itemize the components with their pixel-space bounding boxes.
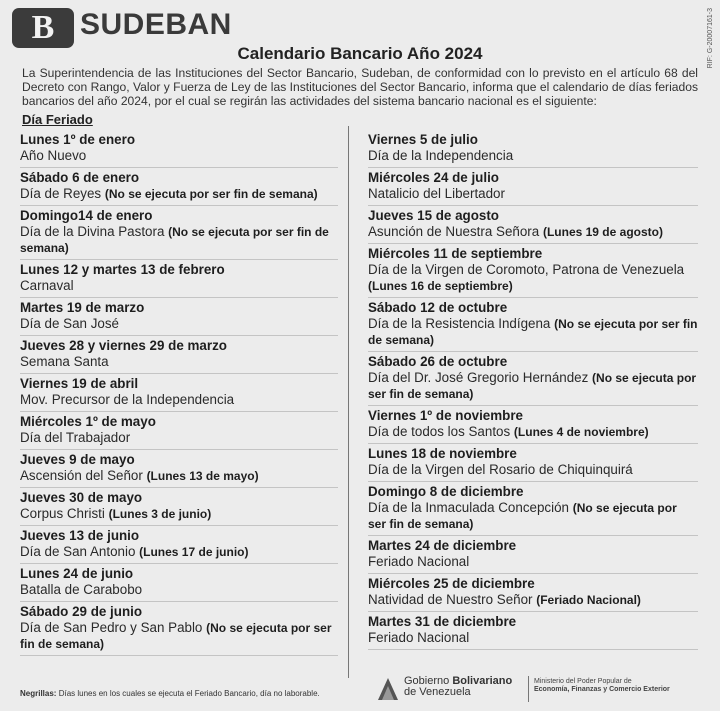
holiday-date: Jueves 15 de agosto: [368, 208, 499, 223]
holiday-date: Jueves 30 de mayo: [20, 490, 143, 505]
holiday-name: Carnaval: [20, 278, 74, 293]
holiday-entry: [368, 612, 698, 650]
government-footer: [376, 672, 706, 706]
holiday-entry: [368, 168, 698, 206]
holiday-entry: [368, 244, 698, 298]
holiday-name: Asunción de Nuestra Señora: [368, 224, 540, 239]
holiday-name: Feriado Nacional: [368, 554, 470, 569]
holiday-entry: [20, 488, 338, 526]
holiday-name: Ascensión del Señor: [20, 468, 143, 483]
holiday-entry: [20, 412, 338, 450]
holiday-entry: [368, 406, 698, 444]
holiday-name: Año Nuevo: [20, 148, 87, 163]
holiday-date: Viernes 1º de noviembre: [368, 408, 523, 423]
holiday-name: Natalicio del Libertador: [368, 186, 505, 201]
holiday-date: Lunes 18 de noviembre: [368, 446, 517, 461]
section-heading: Día Feriado: [22, 112, 93, 127]
holiday-note: (Lunes 13 de mayo): [146, 469, 259, 483]
holiday-name: Día de Reyes: [20, 186, 102, 201]
holiday-entry: [20, 168, 338, 206]
holiday-entry: [20, 260, 338, 298]
holiday-entry: [368, 298, 698, 352]
holiday-note: (Lunes 17 de junio): [139, 545, 249, 559]
holiday-date: Domingo14 de enero: [20, 208, 153, 223]
holiday-date: Lunes 24 de junio: [20, 566, 134, 581]
brand-name: SUDEBAN: [80, 8, 232, 41]
holiday-name: Mov. Precursor de la Independencia: [20, 392, 235, 407]
holiday-date: Viernes 5 de julio: [368, 132, 478, 147]
ministry-name: Ministerio del Poder Popular de Economía, Finanzas y Comercio Exterior: [534, 678, 670, 693]
holiday-date: Lunes 12 y martes 13 de febrero: [20, 262, 225, 277]
holiday-date: Martes 24 de diciembre: [368, 538, 517, 553]
holiday-name: Batalla de Carabobo: [20, 582, 143, 597]
holiday-entry: [368, 352, 698, 406]
footnote-text: Días lunes en los cuales se ejecuta el Feriado Bancario, día no laborable.: [58, 689, 320, 698]
holiday-name: Natividad de Nuestro Señor: [368, 592, 533, 607]
holiday-list-left: [20, 130, 338, 656]
holiday-entry: [20, 526, 338, 564]
holiday-note: (No se ejecuta por ser fin de semana): [104, 187, 318, 201]
holiday-name: Día de la Independencia: [368, 148, 514, 163]
holiday-name: Corpus Christi: [20, 506, 105, 521]
holiday-entry: [368, 574, 698, 612]
holiday-name: Día de San Pedro y San Pablo: [20, 620, 203, 635]
sudeban-logo-icon: B: [12, 8, 74, 48]
holiday-date: Lunes 1º de enero: [20, 132, 136, 147]
holiday-name: Feriado Nacional: [368, 630, 470, 645]
holiday-date: Domingo 8 de diciembre: [368, 484, 524, 499]
holiday-name: Día del Dr. José Gregorio Hernández: [368, 370, 589, 385]
holiday-list-right: [368, 130, 698, 650]
holiday-name: Día de la Resistencia Indígena: [368, 316, 551, 331]
holiday-entry: [20, 564, 338, 602]
holiday-date: Sábado 6 de enero: [20, 170, 140, 185]
holiday-note: (Lunes 3 de junio): [108, 507, 212, 521]
holiday-note: (Lunes 16 de septiembre): [368, 279, 513, 293]
holiday-name: Día de la Divina Pastora: [20, 224, 165, 239]
intro-paragraph: La Superintendencia de las Instituciones del Sector Bancario, Sudeban, de conformidad con lo previsto en el artículo 68 del Decreto con Rango, Valor y Fuerza de Ley de las Instituciones del Sector Bancario, informa que el calendario de días feriados bancarios del año 2024, por el cual se regirán las actividades del sistema bancario nacional es el siguiente:: [22, 66, 698, 108]
holiday-entry: [20, 602, 338, 656]
holiday-entry: [368, 130, 698, 168]
holiday-note: (No se ejecuta por ser fin de semana): [20, 225, 329, 255]
holiday-note: (Lunes 4 de noviembre): [513, 425, 649, 439]
holiday-date: Miércoles 11 de septiembre: [368, 246, 543, 261]
holiday-note: (Feriado Nacional): [536, 593, 641, 607]
holiday-entry: [368, 482, 698, 536]
holiday-name: Día del Trabajador: [20, 430, 131, 445]
holiday-entry: [20, 298, 338, 336]
holiday-name: Día de la Inmaculada Concepción: [368, 500, 569, 515]
footer-divider: [528, 676, 529, 702]
reference-code: RIF: G-20007161-3: [707, 8, 714, 69]
government-name: Gobierno Bolivariano de Venezuela: [404, 675, 513, 698]
holiday-name: Día de la Virgen del Rosario de Chiquinquirá: [368, 462, 633, 477]
holiday-date: Sábado 12 de octubre: [368, 300, 508, 315]
holiday-note: (Lunes 19 de agosto): [542, 225, 663, 239]
footnote-label: Negrillas:: [20, 689, 57, 698]
holiday-note: (No se ejecuta por ser fin de semana): [20, 621, 332, 651]
government-emblem-icon: [376, 674, 400, 702]
holiday-name: Día de la Virgen de Coromoto, Patrona de Venezuela: [368, 262, 685, 277]
holiday-date: Miércoles 1º de mayo: [20, 414, 156, 429]
holiday-entry: [20, 130, 338, 168]
holiday-name: Semana Santa: [20, 354, 109, 369]
holiday-date: Miércoles 25 de diciembre: [368, 576, 535, 591]
holiday-entry: [368, 444, 698, 482]
holiday-entry: [368, 206, 698, 244]
holiday-date: Sábado 26 de octubre: [368, 354, 508, 369]
footnote: [20, 689, 320, 698]
holiday-entry: [368, 536, 698, 574]
holiday-date: Miércoles 24 de julio: [368, 170, 499, 185]
column-divider: [348, 126, 349, 678]
holiday-entry: [20, 374, 338, 412]
holiday-entry: [20, 450, 338, 488]
holiday-name: Día de San Antonio: [20, 544, 136, 559]
holiday-date: Martes 31 de diciembre: [368, 614, 517, 629]
holiday-note: (No se ejecuta por ser fin de semana): [368, 501, 677, 531]
holiday-date: Viernes 19 de abril: [20, 376, 139, 391]
holiday-note: (No se ejecuta por ser fin de semana): [368, 317, 698, 347]
holiday-note: (No se ejecuta por ser fin de semana): [368, 371, 697, 401]
holiday-date: Jueves 13 de junio: [20, 528, 140, 543]
holiday-name: Día de todos los Santos: [368, 424, 511, 439]
holiday-entry: [20, 206, 338, 260]
page-title: Calendario Bancario Año 2024: [237, 44, 483, 63]
holiday-name: Día de San José: [20, 316, 120, 331]
holiday-entry: [20, 336, 338, 374]
holiday-date: Jueves 9 de mayo: [20, 452, 135, 467]
holiday-date: Martes 19 de marzo: [20, 300, 145, 315]
holiday-date: Sábado 29 de junio: [20, 604, 143, 619]
holiday-date: Jueves 28 y viernes 29 de marzo: [20, 338, 227, 353]
